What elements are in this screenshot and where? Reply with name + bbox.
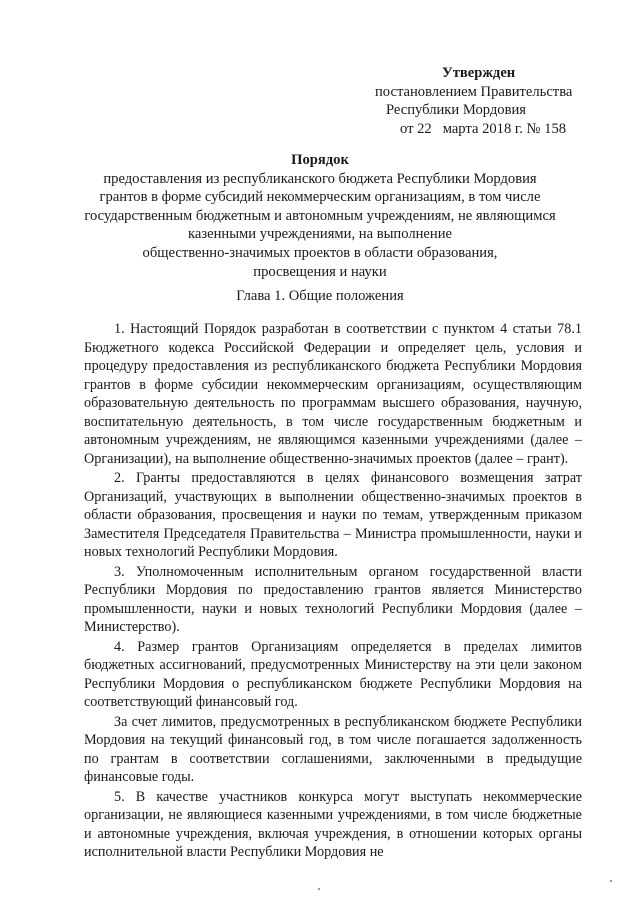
title-line: предоставления из республиканского бюджета Республики Мордовия	[103, 170, 537, 187]
paragraph-5: 5. В качестве участников конкурса могут выступать некоммерческие организации, не являющиеся казенными учреждениями, в том числе бюджетные и автономные учреждения, включая учреждения, в отношении которых органы исполнительной власти Республики Мордовия не	[84, 788, 582, 860]
scan-speck	[610, 880, 612, 882]
title-line: просвещения и науки	[253, 263, 387, 280]
document-body	[84, 320, 582, 863]
approval-title: Утвержден	[442, 65, 516, 81]
paragraph-4: 4. Размер грантов Организациям определяется в пределах лимитов бюджетных ассигнований, предусмотренных Министерству на эти цели законом Республики Мордовия о республиканском бюджете Республики Мордовия на соответствующий финансовый год.	[84, 638, 582, 710]
approval-number: 158	[544, 121, 567, 137]
scan-speck	[318, 888, 320, 890]
approval-date-line	[400, 120, 566, 139]
paragraph-4-continued: За счет лимитов, предусмотренных в республиканском бюджете Республики Мордовия на текущий финансовый год, в том числе погашается задолженность по грантам в соответствии соглашениями, заключенными в предыдущие финансовые годы.	[84, 713, 582, 785]
approval-date-prefix: от 22	[400, 121, 432, 137]
title-line: грантов в форме субсидий некоммерческим организациям, в том числе	[99, 189, 541, 206]
document-title: Порядок	[291, 152, 349, 168]
title-line: казенными учреждениями, на выполнение	[188, 226, 452, 243]
paragraph-3: 3. Уполномоченным исполнительным органом государственной власти Республики Мордовия по предоставлению грантов является Министерство промышленности, науки и новых технологий Республики Мордовия (далее – Министерство).	[84, 563, 582, 635]
approval-date-month: марта 2018 г. №	[442, 121, 541, 137]
title-line: общественно-значимых проектов в области образования,	[142, 244, 498, 261]
document-title-block	[70, 151, 570, 281]
chapter-heading: Глава 1. Общие положения	[236, 288, 404, 304]
paragraph-1: 1. Настоящий Порядок разработан в соответствии с пунктом 4 статьи 78.1 Бюджетного кодекса Российской Федерации и определяет цель, условия и процедуру предоставления из республиканского бюджета Республики Мордовия грантов в форме субсидии некоммерческим организациям, осуществляющим образовательную деятельность по программам высшего образования, научную, воспитательную деятельность, в том числе государственным бюджетным и автономным учреждениям, не являющимся казенными учреждениями (далее – Организации), на выполнение общественно-значимых проектов (далее – грант).	[84, 321, 582, 467]
paragraph-2: 2. Гранты предоставляются в целях финансового возмещения затрат Организаций, участвующих в выполнении общественно-значимых проектов в области образования, просвещения и науки по темам, утвержденным приказом Заместителя Председателя Правительства – Министра промышленности, науки и новых технологий Республики Мордовия.	[84, 470, 582, 560]
title-line: государственным бюджетным и автономным учреждениям, не являющимся	[84, 207, 556, 224]
approval-line-1: постановлением Правительства	[375, 84, 573, 100]
approval-line-2: Республики Мордовия	[386, 102, 527, 118]
